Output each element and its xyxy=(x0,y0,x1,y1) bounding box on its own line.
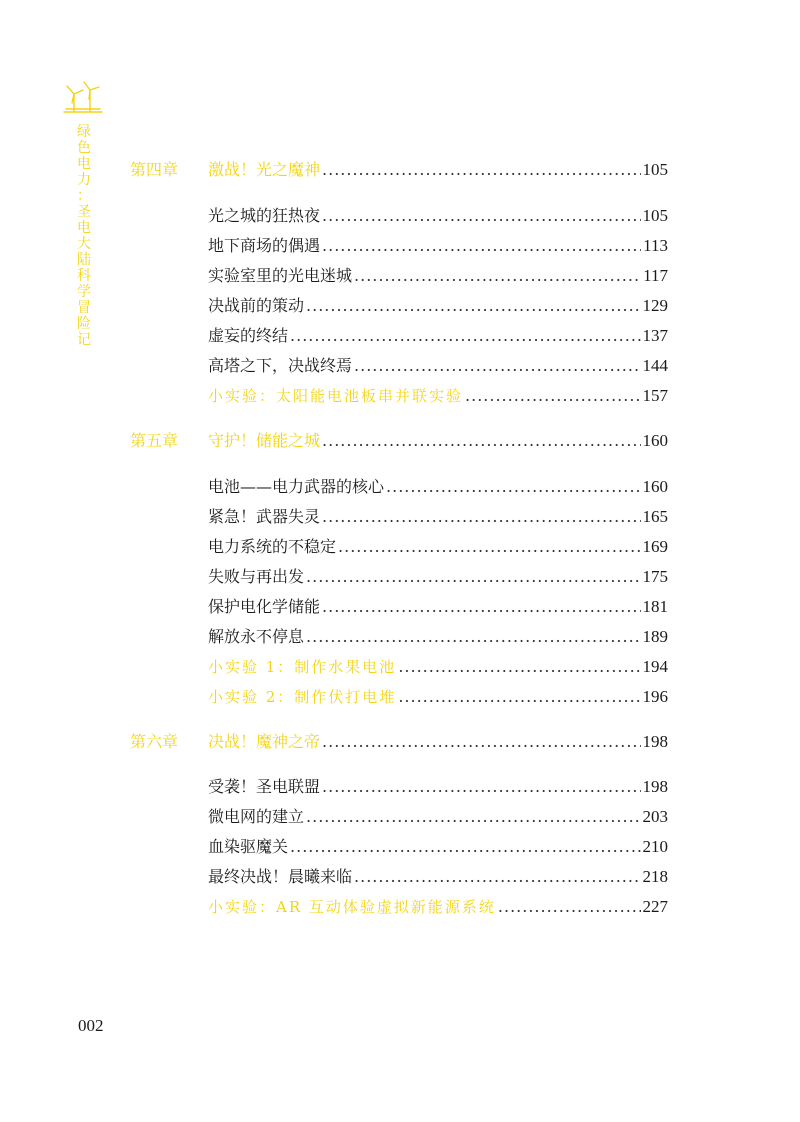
title-char: 记 xyxy=(77,332,91,348)
title-char: 冒 xyxy=(77,300,91,316)
entry-title: 实验室里的光电迷城 xyxy=(208,266,353,285)
entry-title: 高塔之下，决战终焉 xyxy=(208,356,353,375)
dot-leader xyxy=(354,865,640,889)
page-number: 210 xyxy=(642,837,668,856)
title-char: 色 xyxy=(77,140,91,156)
chapter-title: 决战！魔神之帝 xyxy=(208,732,321,751)
dot-leader xyxy=(322,429,640,453)
entry-title: 保护电化学储能 xyxy=(208,597,321,616)
page-number: 105 xyxy=(642,160,668,179)
toc-entry[interactable] xyxy=(208,294,668,318)
dot-leader xyxy=(306,805,640,829)
toc-entry[interactable] xyxy=(208,565,668,589)
page-number: 160 xyxy=(642,477,668,496)
entry-title: 虚妄的终结 xyxy=(208,326,289,345)
chapter-title: 激战！光之魔神 xyxy=(208,160,321,179)
entry-title: 地下商场的偶遇 xyxy=(208,236,321,255)
toc-entry[interactable] xyxy=(208,535,668,559)
toc-entry-experiment[interactable] xyxy=(208,685,668,709)
dot-leader xyxy=(322,204,640,228)
page-number: 129 xyxy=(642,296,668,315)
dot-leader xyxy=(398,685,640,709)
dot-leader xyxy=(322,595,640,619)
dot-leader xyxy=(322,730,640,754)
dot-leader xyxy=(498,895,641,919)
dot-leader xyxy=(306,625,640,649)
toc-entry[interactable] xyxy=(208,475,668,499)
dot-leader xyxy=(322,234,641,258)
dot-leader xyxy=(398,655,640,679)
title-char: ： xyxy=(77,188,91,204)
toc-entry[interactable] xyxy=(208,595,668,619)
entry-title: 光之城的狂热夜 xyxy=(208,206,321,225)
dot-leader xyxy=(306,565,640,589)
title-char: 陆 xyxy=(77,252,91,268)
chapter-title: 守护！储能之城 xyxy=(208,431,321,450)
entry-title: 最终决战！晨曦来临 xyxy=(208,867,353,886)
toc-entry-experiment[interactable] xyxy=(208,655,668,679)
page-number: 196 xyxy=(642,687,668,706)
toc-entry[interactable] xyxy=(208,805,668,829)
page-number: 113 xyxy=(643,236,668,255)
page-number: 198 xyxy=(642,777,668,796)
dot-leader xyxy=(338,535,640,559)
entry-title: 小实验：太阳能电池板串并联实验 xyxy=(208,387,464,405)
toc-entry[interactable] xyxy=(208,264,668,288)
page-number: 181 xyxy=(642,597,668,616)
entry-title: 血染驱魔关 xyxy=(208,837,289,856)
page-number: 198 xyxy=(642,732,668,751)
toc-entry[interactable] xyxy=(208,865,668,889)
page-number: 189 xyxy=(642,627,668,646)
dot-leader xyxy=(354,354,640,378)
title-char: 力 xyxy=(77,172,91,188)
entry-title: 小实验：AR 互动体验虚拟新能源系统 xyxy=(208,898,496,916)
chapter-number: 第五章 xyxy=(130,431,179,450)
toc-entry[interactable] xyxy=(208,354,668,378)
title-char: 学 xyxy=(77,284,91,300)
entry-title: 紧急！武器失灵 xyxy=(208,507,321,526)
dot-leader xyxy=(322,775,640,799)
dot-leader xyxy=(306,294,640,318)
dot-leader xyxy=(465,384,640,408)
entry-title: 失败与再出发 xyxy=(208,567,305,586)
entry-title: 微电网的建立 xyxy=(208,807,305,826)
entry-title: 决战前的策动 xyxy=(208,296,305,315)
toc-entry[interactable] xyxy=(208,505,668,529)
dot-leader xyxy=(290,835,640,859)
toc-entry-experiment[interactable] xyxy=(208,895,668,919)
entry-title: 小实验 1：制作水果电池 xyxy=(208,658,397,676)
chapter-number: 第四章 xyxy=(130,160,179,179)
page-number: 105 xyxy=(642,206,668,225)
dot-leader xyxy=(322,158,640,182)
title-char: 险 xyxy=(77,316,91,332)
dot-leader xyxy=(322,505,640,529)
entry-title: 小实验 2：制作伏打电堆 xyxy=(208,688,397,706)
title-char: 大 xyxy=(77,236,91,252)
page-number: 194 xyxy=(642,657,668,676)
toc-entry[interactable] xyxy=(208,204,668,228)
dot-leader xyxy=(386,475,640,499)
page-number: 227 xyxy=(642,897,668,916)
dot-leader xyxy=(354,264,641,288)
page-number: 117 xyxy=(643,266,668,285)
toc-entry[interactable] xyxy=(208,775,668,799)
entry-title: 解放永不停息 xyxy=(208,627,305,646)
title-char: 圣 xyxy=(77,204,91,220)
title-char: 科 xyxy=(77,268,91,284)
toc-entry[interactable] xyxy=(208,324,668,348)
page-folio: 002 xyxy=(78,1016,104,1035)
chapter-heading-5[interactable] xyxy=(130,429,668,453)
page-number: 137 xyxy=(642,326,668,345)
title-char: 电 xyxy=(77,220,91,236)
toc-entry[interactable] xyxy=(208,625,668,649)
chapter-number: 第六章 xyxy=(130,732,179,751)
title-char: 电 xyxy=(77,156,91,172)
entry-title: 电池——电力武器的核心 xyxy=(208,477,385,496)
page-number: 203 xyxy=(642,807,668,826)
toc-entry[interactable] xyxy=(208,835,668,859)
title-char: 绿 xyxy=(77,124,91,140)
page-number: 157 xyxy=(642,386,668,405)
toc-entry-experiment[interactable] xyxy=(208,384,668,408)
chapter-heading-4[interactable] xyxy=(130,158,668,182)
entry-title: 电力系统的不稳定 xyxy=(208,537,337,556)
page-number: 165 xyxy=(642,507,668,526)
entry-title: 受袭！圣电联盟 xyxy=(208,777,321,796)
chapter-heading-6[interactable] xyxy=(130,730,668,754)
page-number: 218 xyxy=(642,867,668,886)
page-number: 175 xyxy=(642,567,668,586)
wind-turbine-icon xyxy=(62,80,104,116)
page-number: 169 xyxy=(642,537,668,556)
page-number: 160 xyxy=(642,431,668,450)
vertical-book-title xyxy=(74,124,94,348)
dot-leader xyxy=(290,324,640,348)
toc-entry[interactable] xyxy=(208,234,668,258)
page-number: 144 xyxy=(642,356,668,375)
